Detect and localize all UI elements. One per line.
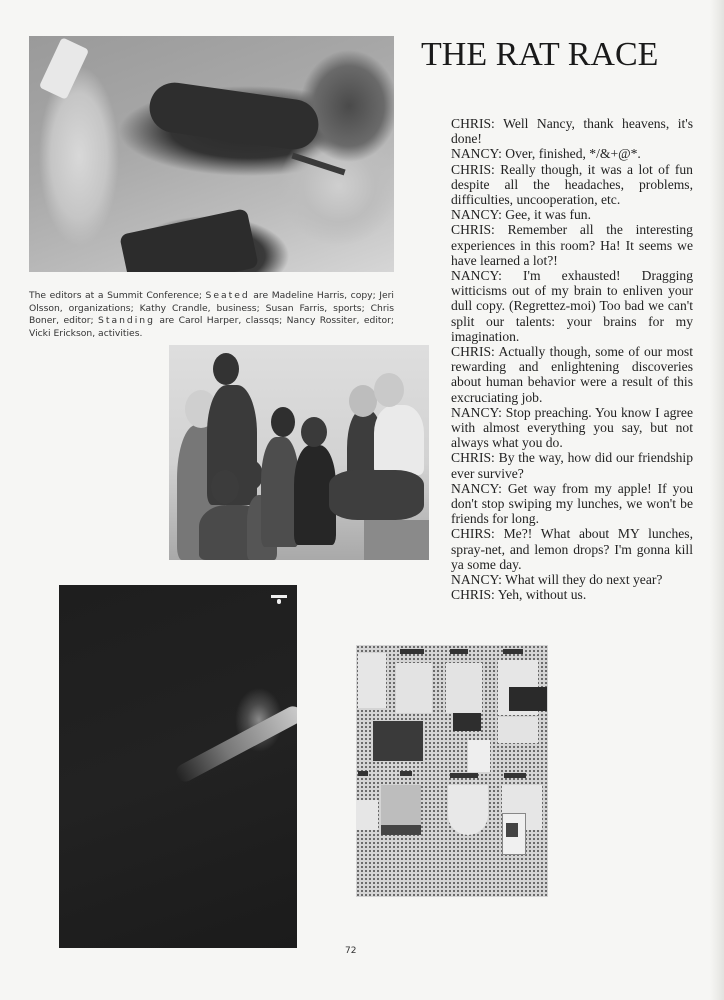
dialogue-line: [451, 222, 693, 268]
photo-editors-group: [169, 345, 429, 560]
dialogue-speaker: CHIRS:: [451, 526, 495, 542]
dialogue-text: Me?! What about MY lunches, spray-net, and lemon drops? I'm gonna kill ya some day.: [451, 526, 693, 572]
dialogue-speaker: CHRIS:: [451, 161, 495, 177]
dialogue-speaker: NANCY:: [451, 146, 502, 162]
dialogue-line: [451, 162, 693, 208]
dialogue-speaker: CHRIS:: [451, 116, 495, 131]
label-strip: [400, 771, 412, 776]
dialogue-text: Remember all the interesting experiences in this room? Ha! It seems we have learned a lot?!: [451, 222, 693, 268]
figure-head: [239, 460, 263, 490]
dialogue-speaker: NANCY:: [451, 207, 502, 223]
dialogue-line: [451, 344, 693, 405]
caption-standing: Standing: [98, 315, 155, 326]
photo-dark-silhouette: [59, 585, 297, 948]
label-strip: [358, 771, 368, 776]
dialogue-speaker: CHRIS:: [451, 222, 495, 238]
photo-light-streak: [173, 703, 297, 785]
dialogue-line: [451, 481, 693, 527]
label-strip: [400, 649, 424, 654]
dialogue-line: [451, 207, 693, 222]
pinned-paper: [468, 740, 490, 772]
dialogue-line: [451, 572, 693, 587]
dialogue-text: Actually though, some of our most rewarding and enlightening discoveries about human behavior were a result of this excruciating job.: [451, 344, 693, 405]
label-strip: [503, 649, 523, 654]
page-title: THE RAT RACE: [421, 36, 659, 73]
photo-arm: [146, 79, 321, 152]
figure-head: [374, 373, 404, 407]
dialogue-text: By the way, how did our friendship ever survive?: [451, 450, 693, 481]
figure-head: [213, 353, 239, 385]
pinned-photo-image: [506, 823, 518, 837]
dialogue-speaker: NANCY:: [451, 480, 502, 496]
dialogue-line: [451, 405, 693, 451]
photo-caption: [29, 290, 394, 340]
dialogue-text: Over, finished, */&+@*.: [505, 146, 641, 162]
dialogue-text: Stop preaching. You know I agree with almost everything you say, but not always what you do.: [451, 404, 693, 451]
photo-hand: [39, 37, 89, 100]
photo-lamp-bulb: [277, 599, 281, 604]
dialogue-line: [451, 268, 693, 344]
dialogue-text: Gee, it was fun.: [505, 207, 591, 223]
dialogue-line: [451, 116, 693, 146]
photo-lamp: [271, 595, 287, 598]
pinned-paper: [356, 800, 378, 830]
dialogue-line: [451, 526, 693, 572]
dialogue-text: Really though, it was a lot of fun despite all the headaches, problems, difficulties, uncooperation, etc.: [451, 161, 693, 208]
pinned-paper: [498, 717, 538, 743]
dialogue-speaker: CHRIS:: [451, 450, 495, 466]
caption-seated: Seated: [205, 290, 250, 301]
dialogue-speaker: CHRIS:: [451, 344, 495, 360]
caption-text-2: are Madeline Harris, copy; Jeri Olsson, organizations; Kathy Crandle, business; Susan Farris, sports; Chris Boner, editor;: [29, 290, 394, 326]
dialogue-text: Yeh, without us.: [497, 587, 587, 603]
dialogue-line: [451, 587, 693, 602]
label-strip: [450, 773, 478, 778]
dialogue-line: [451, 146, 693, 161]
booklet-band: [381, 825, 421, 835]
pinned-paper: [358, 653, 386, 708]
page-number: 72: [345, 946, 357, 956]
photo-glasses: [291, 153, 345, 176]
page-edge: [710, 0, 724, 1000]
pinned-paper: [446, 663, 482, 713]
dialogue-speaker: CHRIS:: [451, 587, 495, 603]
dialogue-text: I'm exhausted! Dragging witticisms out of my brain to enliven your dull copy. (Regrettez-moi) Too bad we can't split our talents: your brains for my imagination.: [451, 268, 693, 344]
figure-head: [301, 417, 327, 447]
dialogue-line: [451, 450, 693, 480]
figure-head: [271, 407, 295, 437]
label-strip: [450, 649, 468, 654]
pinned-dark-card: [373, 721, 423, 761]
caption-text-3: are Carol Harper, classqs; Nancy Rossiter, editor; Vicki Erickson, activities.: [29, 315, 394, 339]
photo-editor-at-wall: [29, 36, 394, 272]
pinned-dark-card: [453, 713, 481, 731]
figure: [329, 470, 424, 520]
figure-head: [211, 470, 239, 504]
dialogue: [451, 116, 693, 603]
figure: [374, 405, 424, 475]
dialogue-speaker: NANCY:: [451, 404, 502, 420]
label-strip: [504, 773, 526, 778]
bench: [364, 520, 429, 560]
dialogue-text: What will they do next year?: [505, 572, 663, 588]
figure-head: [349, 385, 377, 417]
pinned-paper: [396, 663, 432, 713]
photo-sleeve: [119, 208, 259, 272]
dialogue-speaker: NANCY:: [451, 572, 502, 588]
pinned-photos: [509, 687, 547, 711]
photo-pegboard: [356, 645, 548, 897]
pinned-paper: [448, 785, 488, 835]
dialogue-text: Well Nancy, thank heavens, it's done!: [451, 116, 694, 147]
dialogue-text: Get way from my apple! If you don't stop swiping my lunches, we won't be friends for long.: [451, 480, 693, 527]
dialogue-speaker: NANCY:: [451, 268, 502, 284]
caption-text-1: The editors at a Summit Conference;: [29, 290, 206, 301]
